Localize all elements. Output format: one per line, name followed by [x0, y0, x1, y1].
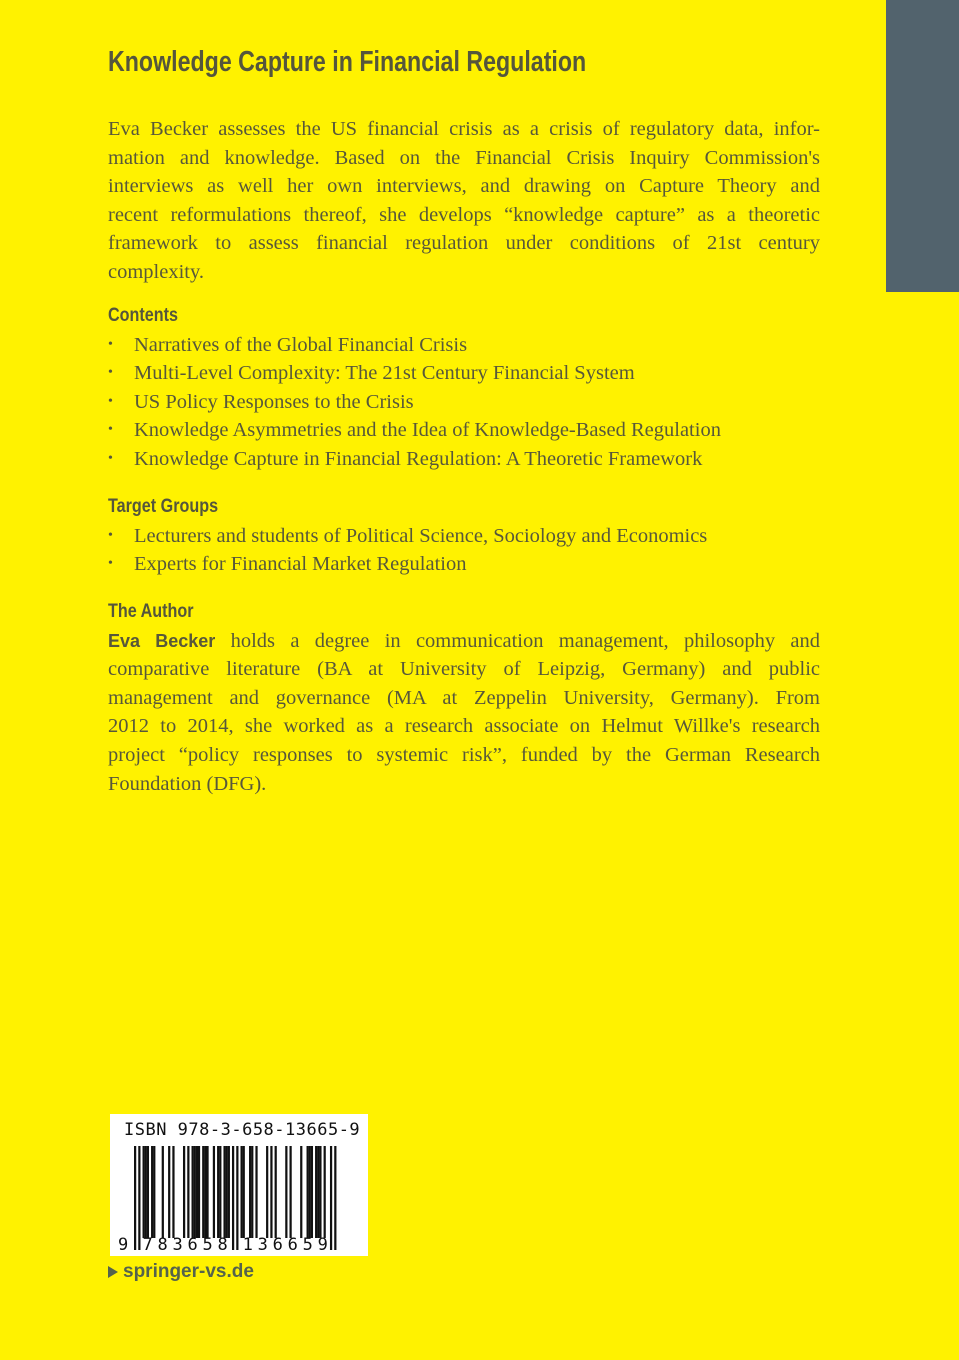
barcode-bar — [275, 1146, 277, 1238]
barcode-bars — [110, 1114, 368, 1256]
author-heading: The Author — [108, 601, 194, 622]
list-item: • Knowledge Asymmetries and the Idea of Knowledge-Based Regulation — [108, 416, 820, 445]
barcode-bar — [162, 1146, 164, 1238]
target-groups-heading: Target Groups — [108, 496, 219, 517]
barcode-bar — [194, 1146, 196, 1238]
website-link[interactable] — [108, 1261, 254, 1283]
list-item: • Multi-Level Complexity: The 21st Century Financial System — [108, 359, 820, 388]
barcode-bar — [206, 1146, 208, 1238]
barcode-bar — [317, 1146, 319, 1238]
barcode-bar — [309, 1146, 311, 1238]
abstract — [108, 115, 820, 287]
list-item: • Lecturers and students of Political Science, Sociology and Economics — [108, 522, 820, 551]
barcode-bar — [145, 1146, 147, 1238]
abstract-line: interviews as well her own interviews, and drawing on Capture Theory and — [108, 175, 820, 198]
contents-section — [108, 302, 820, 474]
author-line: 2012 to 2014, she worked as a research associate on Helmut Willke's research — [108, 715, 820, 738]
barcode-bar — [334, 1146, 336, 1250]
author-line: comparative literature (BA at University of Leipzig, Germany) and public — [108, 658, 820, 681]
list-item: • US Policy Responses to the Crisis — [108, 388, 820, 417]
barcode-bar — [138, 1146, 140, 1250]
list-item-text: Lecturers and students of Political Science, Sociology and Economics — [134, 524, 708, 547]
author-line: project “policy responses to systemic risk”, funded by the German Research — [108, 743, 820, 766]
author-name: Eva Becker — [108, 630, 216, 651]
list-item-text: Knowledge Asymmetries and the Idea of Knowledge-Based Regulation — [134, 419, 721, 442]
barcode-bar — [187, 1146, 189, 1238]
barcode-bar — [236, 1146, 238, 1250]
barcode-bar — [311, 1146, 313, 1238]
barcode-bar — [196, 1146, 198, 1238]
barcode-bar — [183, 1146, 185, 1238]
spine-color-band — [886, 0, 959, 292]
author-section — [108, 598, 820, 798]
target-groups-section — [108, 493, 820, 579]
barcode-bar — [324, 1146, 326, 1238]
barcode-bar — [198, 1146, 200, 1238]
list-item: • Narratives of the Global Financial Crisis — [108, 331, 820, 360]
website-text[interactable]: springer-vs.de — [123, 1261, 254, 1282]
triangle-arrow-icon — [108, 1266, 118, 1278]
author-text: holds a degree in communication management, philosophy and — [215, 629, 820, 652]
author-line: Foundation (DFG). — [108, 772, 267, 795]
author-line: management and governance (MA at Zeppelin University, Germany). From — [108, 686, 820, 709]
barcode-bar — [143, 1146, 145, 1238]
barcode-bar — [223, 1146, 225, 1238]
list-item: • Experts for Financial Market Regulation — [108, 550, 820, 579]
barcode-bar — [202, 1146, 204, 1238]
barcode-bar — [289, 1146, 291, 1238]
barcode-bar — [153, 1146, 155, 1238]
barcode-bar — [266, 1146, 268, 1238]
abstract-line: recent reformulations thereof, she develops “knowledge capture” as a theoretic — [108, 203, 820, 226]
isbn-label: ISBN 978-3-658-13665-9 — [124, 1120, 361, 1140]
barcode-bar — [217, 1146, 219, 1238]
barcode-bar — [330, 1146, 332, 1250]
barcode-bar — [219, 1146, 221, 1238]
contents-heading: Contents — [108, 305, 178, 326]
barcode-bar — [285, 1146, 287, 1238]
barcode-bar — [232, 1146, 234, 1250]
barcode-bar — [168, 1146, 170, 1238]
barcode-bar — [204, 1146, 206, 1238]
isbn-barcode — [110, 1114, 368, 1256]
barcode-bar — [319, 1146, 321, 1238]
barcode-bar — [255, 1146, 257, 1238]
barcode-bar — [241, 1146, 243, 1238]
abstract-line: Eva Becker assesses the US financial crisis as a crisis of regulatory data, infor- — [108, 118, 820, 140]
list-item: • Knowledge Capture in Financial Regulation: A Theoretic Framework — [108, 445, 820, 474]
barcode-bar — [251, 1146, 253, 1238]
barcode-bar — [270, 1146, 272, 1238]
barcode-bar — [315, 1146, 317, 1238]
abstract-line: framework to assess financial regulation under conditions of 21st century — [108, 232, 820, 255]
barcode-bar — [249, 1146, 251, 1238]
barcode-bar — [300, 1146, 302, 1238]
book-title: Knowledge Capture in Financial Regulation — [108, 46, 587, 78]
abstract-line: complexity. — [108, 260, 205, 283]
barcode-bar — [192, 1146, 194, 1238]
author-line — [108, 627, 820, 656]
barcode-bar — [226, 1146, 228, 1238]
barcode-bar — [243, 1146, 245, 1238]
list-item-text: Experts for Financial Market Regulation — [134, 553, 467, 576]
barcode-bar — [307, 1146, 309, 1238]
list-item-text: Narratives of the Global Financial Crisis — [134, 333, 468, 356]
list-item-text: Knowledge Capture in Financial Regulation: A Theoretic Framework — [134, 447, 703, 470]
barcode-bar — [213, 1146, 215, 1238]
abstract-line: mation and knowledge. Based on the Financial Crisis Inquiry Commission's — [108, 146, 820, 169]
barcode-digit-first: 9 — [118, 1235, 129, 1255]
barcode-bar — [134, 1146, 136, 1250]
barcode-bar — [172, 1146, 174, 1238]
barcode-bar — [147, 1146, 149, 1238]
list-item-text: US Policy Responses to the Crisis — [134, 390, 414, 413]
list-item-text: Multi-Level Complexity: The 21st Century Financial System — [134, 362, 635, 385]
barcode-bar — [151, 1146, 153, 1238]
barcode-digits-right: 136659 — [242, 1235, 328, 1255]
barcode-digits-left: 783658 — [142, 1235, 228, 1255]
barcode-bar — [228, 1146, 230, 1238]
